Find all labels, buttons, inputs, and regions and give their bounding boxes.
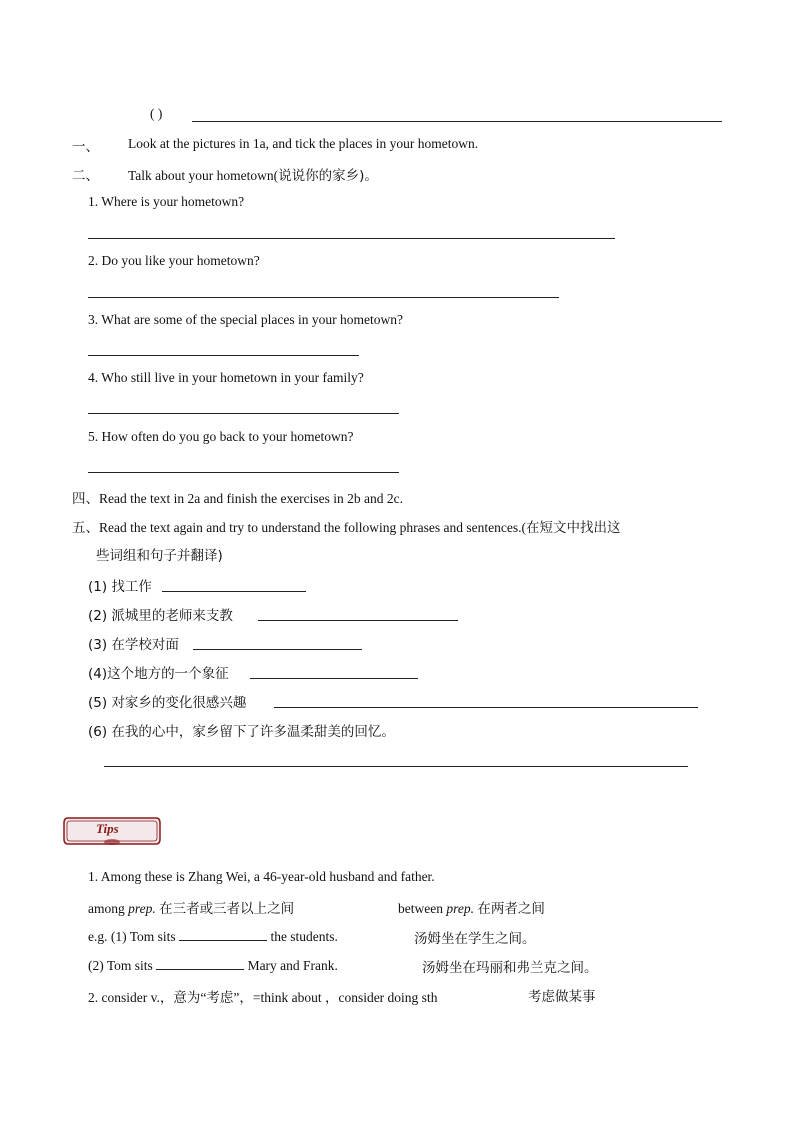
- phrase-4-blank[interactable]: [250, 678, 418, 679]
- phrase-4: (4)这个地方的一个象征: [88, 666, 229, 682]
- between-definition: [398, 897, 545, 917]
- section-2-number: 二、: [72, 168, 99, 184]
- answer-line-5[interactable]: [88, 472, 399, 473]
- section-5-chinese-2: 些词组和句子并翻译): [96, 548, 223, 564]
- tips-item-2-chinese: 考虑做某事: [528, 989, 596, 1005]
- among-word: among: [88, 901, 125, 916]
- phrase-2: (2) 派城里的老师来支教: [88, 608, 233, 624]
- section-2-english: Talk about your hometown(: [128, 168, 279, 183]
- between-chinese: 在两者之间: [477, 901, 545, 917]
- tips-badge: [62, 815, 162, 847]
- answer-line-1[interactable]: [88, 238, 615, 239]
- section-5: [72, 516, 621, 536]
- section-5-text: Read the text again and try to understand the following phrases and sentences.(: [99, 520, 526, 535]
- between-word: between: [398, 901, 443, 916]
- phrase-2-blank[interactable]: [258, 620, 458, 621]
- phrase-5: (5) 对家乡的变化很感兴趣: [88, 695, 247, 711]
- phrase-5-blank[interactable]: [274, 707, 698, 708]
- tips-label: Tips: [96, 821, 119, 836]
- example-2: [88, 957, 338, 974]
- tips-item-1: 1. Among these is Zhang Wei, a 46-year-old husband and father.: [88, 869, 435, 884]
- answer-line-3[interactable]: [88, 355, 359, 356]
- section-5-number: 五、: [72, 520, 99, 536]
- example-1-blank[interactable]: [179, 928, 267, 941]
- question-1: 1. Where is your hometown?: [88, 194, 245, 209]
- between-prep: prep.: [446, 901, 474, 916]
- section-1-text: Look at the pictures in 1a, and tick the places in your hometown.: [128, 136, 479, 151]
- among-prep: prep.: [128, 901, 156, 916]
- example-1-start: e.g. (1) Tom sits: [88, 929, 176, 944]
- example-1-chinese: 汤姆坐在学生之间。: [414, 931, 536, 947]
- phrase-6-blank[interactable]: [104, 766, 688, 767]
- section-2-chinese: 说说你的家乡: [278, 168, 360, 184]
- answer-paren: ( ): [150, 106, 163, 121]
- section-2-text: [128, 164, 378, 184]
- answer-line[interactable]: [192, 121, 722, 122]
- question-3: 3. What are some of the special places in your hometown?: [88, 312, 404, 327]
- example-2-blank[interactable]: [156, 957, 244, 970]
- example-2-chinese: 汤姆坐在玛丽和弗兰克之间。: [422, 960, 598, 976]
- phrase-3: (3) 在学校对面: [88, 637, 179, 653]
- section-5-chinese-1: 在短文中找出这: [526, 520, 621, 536]
- answer-line-2[interactable]: [88, 297, 559, 298]
- phrase-3-blank[interactable]: [193, 649, 362, 650]
- section-4-text: Read the text in 2a and finish the exercises in 2b and 2c.: [99, 491, 404, 506]
- phrase-1: (1) 找工作: [88, 579, 152, 595]
- answer-line-4[interactable]: [88, 413, 399, 414]
- example-2-start: (2) Tom sits: [88, 958, 153, 973]
- phrase-1-blank[interactable]: [162, 591, 306, 592]
- section-4-number: 四、: [72, 491, 99, 507]
- phrase-6: (6) 在我的心中，家乡留下了许多温柔甜美的回忆。: [88, 724, 395, 740]
- question-2: 2. Do you like your hometown?: [88, 253, 260, 268]
- tips-item-2: 2. consider v.，意为“考虑”，=think about ，consider doing sth: [88, 990, 438, 1005]
- question-5: 5. How often do you go back to your hometown?: [88, 429, 354, 444]
- section-4: [72, 487, 403, 507]
- section-2-close: )。: [359, 168, 378, 184]
- example-1-end: the students.: [270, 929, 338, 944]
- question-4: 4. Who still live in your hometown in your family?: [88, 370, 364, 385]
- section-1-number: 一、: [72, 139, 99, 155]
- among-definition: [88, 897, 294, 917]
- among-chinese: 在三者或三者以上之间: [159, 901, 295, 917]
- example-2-end: Mary and Frank.: [247, 958, 338, 973]
- example-1: [88, 928, 338, 945]
